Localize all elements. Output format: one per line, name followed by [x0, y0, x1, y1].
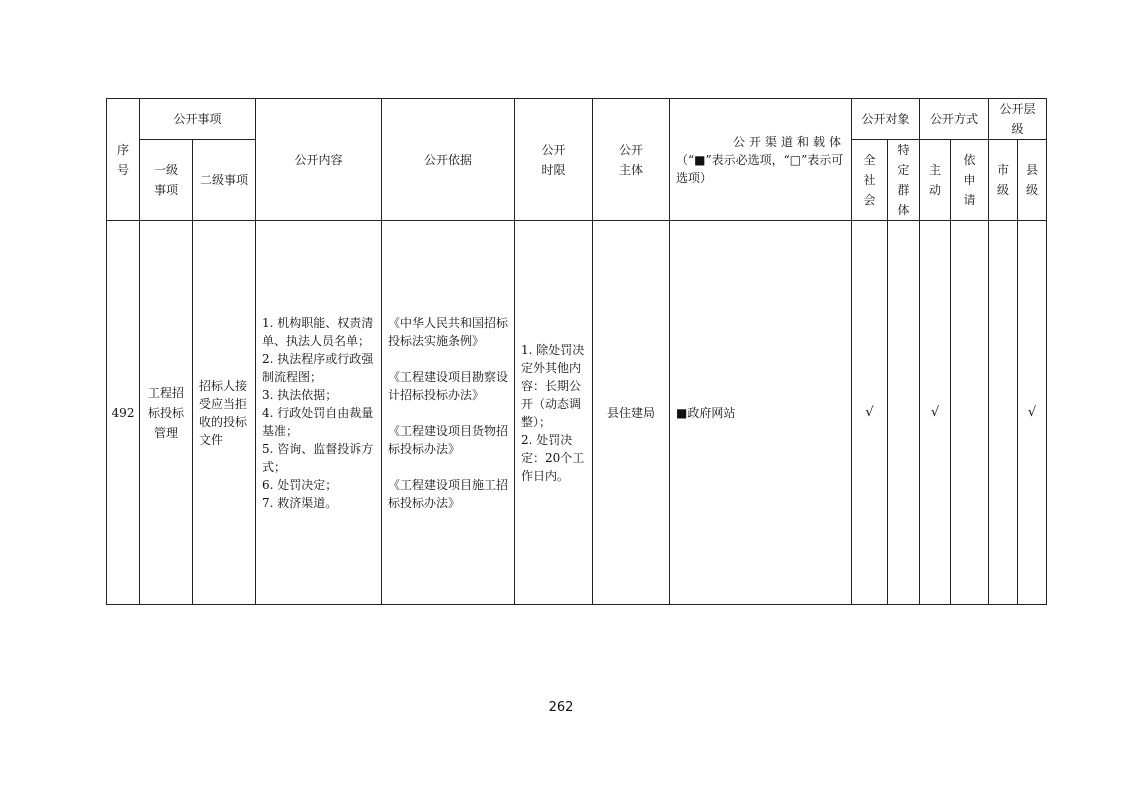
header-channel	[670, 99, 852, 221]
header-method-group: 公开方式	[920, 99, 989, 140]
header-index: 序号	[107, 99, 140, 221]
disclosure-table	[106, 98, 1047, 605]
header-audience-all: 全社会	[852, 140, 888, 221]
content-item: 4. 行政处罚自由裁量基准；	[262, 405, 374, 438]
header-row-1	[107, 99, 1047, 140]
table-row	[107, 221, 1047, 605]
header-method-request: 依申请	[951, 140, 989, 221]
row-level-county-check: √	[1018, 221, 1047, 605]
row-level-city-check	[989, 221, 1018, 605]
header-time-limit: 公开时限	[515, 99, 593, 221]
row-subject: 县住建局	[593, 221, 670, 605]
header-level-group: 公开层级	[989, 99, 1047, 140]
content-item: 1. 机构职能、权责清单、执法人员名单；	[262, 315, 374, 348]
row-method-request-check	[951, 221, 989, 605]
header-channel-note: （“■”表示必选项，“□”表示可选项）	[676, 152, 844, 185]
content-item: 6. 处罚决定；	[262, 477, 338, 492]
row-audience-specific-check	[888, 221, 920, 605]
header-level2: 二级事项	[193, 140, 256, 221]
row-level1: 工程招标投标管理	[140, 221, 193, 605]
header-audience-specific: 特定群体	[888, 140, 920, 221]
header-items-group: 公开事项	[140, 99, 256, 140]
basis-item: 《工程建设项目勘察设计招标投标办法》	[388, 369, 509, 402]
basis-item: 《工程建设项目货物招标投标办法》	[388, 423, 509, 456]
row-channel: ■政府网站	[670, 221, 852, 605]
content-item: 5. 咨询、监督投诉方式；	[262, 441, 374, 474]
row-method-active-check: √	[920, 221, 951, 605]
content-item: 2. 执法程序或行政强制流程图；	[262, 351, 374, 384]
page-number: 262	[548, 700, 574, 715]
row-index: 492	[107, 221, 140, 605]
row-content	[256, 221, 382, 605]
header-level-county: 县级	[1018, 140, 1047, 221]
basis-item: 《工程建设项目施工招标投标办法》	[388, 477, 509, 510]
row-basis	[382, 221, 515, 605]
header-subject: 公开主体	[593, 99, 670, 221]
header-level-city: 市级	[989, 140, 1018, 221]
header-basis: 公开依据	[382, 99, 515, 221]
header-method-active: 主动	[920, 140, 951, 221]
time-limit-item: 2. 处罚决定：20个工作日内。	[521, 432, 585, 483]
row-time-limit	[515, 221, 593, 605]
content-item: 7. 救济渠道。	[262, 495, 338, 510]
content-item: 3. 执法依据；	[262, 387, 338, 402]
row-audience-all-check: √	[852, 221, 888, 605]
header-level1: 一级事项	[140, 140, 193, 221]
basis-item: 《中华人民共和国招标投标法实施条例》	[388, 315, 509, 348]
time-limit-item: 1. 除处罚决定外其他内容：长期公开（动态调整）；	[521, 342, 585, 429]
header-audience-group: 公开对象	[852, 99, 920, 140]
header-content: 公开内容	[256, 99, 382, 221]
row-level2: 招标人接受应当拒收的投标文件	[193, 221, 256, 605]
header-channel-title: 公开渠道和载体	[733, 134, 846, 149]
